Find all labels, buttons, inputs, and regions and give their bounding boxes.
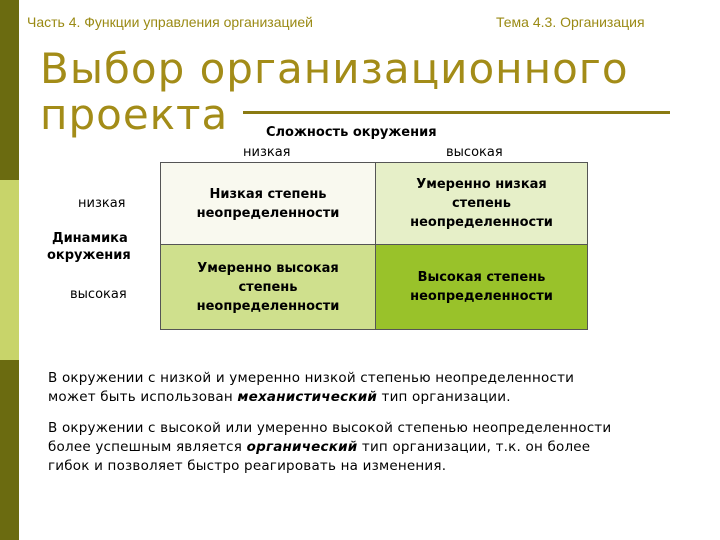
paragraph1-line2-end: тип организации.	[377, 389, 511, 405]
cell-moderately-low-uncertainty	[375, 162, 588, 245]
cell-low-high-line1: Умеренно низкая	[416, 177, 547, 192]
row-axis-low: низкая	[78, 196, 126, 211]
cell-high-low-line2: степень	[238, 279, 298, 295]
cell-moderately-high-uncertainty	[160, 244, 376, 330]
sidebar-block-dark	[0, 0, 19, 180]
row-axis-title-line2: окружения	[47, 248, 131, 263]
page-title: Выбор организационного проекта	[40, 46, 629, 139]
sidebar-block-light	[0, 180, 19, 360]
paragraph1-line1: В окружении с низкой и умеренно низкой степенью неопределенности	[48, 370, 575, 386]
header-topic: Тема 4.3. Организация	[496, 14, 645, 30]
paragraph1-line2-start: может быть использован	[48, 389, 238, 405]
cell-high-uncertainty	[375, 244, 588, 330]
paragraph2-line3: гибок и позволяет быстро реагировать на изменения.	[48, 458, 447, 474]
column-axis-title: Сложность окружения	[266, 125, 437, 140]
paragraph2-line1: В окружении с высокой или умеренно высокой степенью неопределенности	[48, 420, 612, 436]
column-axis-high: высокая	[446, 145, 503, 160]
row-axis-title-line1: Динамика	[52, 231, 128, 246]
paragraph2-emphasis: органический	[246, 439, 358, 455]
cell-low-uncertainty	[160, 162, 376, 245]
cell-high-low-line3: неопределенности	[196, 298, 340, 314]
cell-low-high-line3: неопределенности	[410, 215, 553, 230]
column-axis-low: низкая	[243, 145, 291, 160]
decorative-sidebar	[0, 0, 19, 540]
paragraph-mechanistic	[48, 369, 688, 407]
cell-low-low-line1: Низкая степень	[209, 186, 327, 202]
header-part: Часть 4. Функции управления организацией	[27, 14, 313, 30]
cell-low-high-line2: степень	[451, 196, 512, 211]
cell-low-low-line2: неопределенности	[196, 205, 340, 221]
paragraph-organic	[48, 419, 688, 476]
cell-high-low-line1: Умеренно высокая	[197, 260, 339, 276]
title-underline	[243, 111, 670, 114]
cell-high-high-line1: Высокая степень	[417, 270, 546, 285]
sidebar-block-dark-bottom	[0, 360, 19, 540]
paragraph2-line2-start: более успешным является	[48, 439, 247, 455]
row-axis-high: высокая	[70, 287, 127, 302]
cell-high-high-line2: неопределенности	[410, 289, 553, 304]
paragraph2-line2-end: тип организации, т.к. он более	[357, 439, 591, 455]
paragraph1-emphasis: механистический	[237, 389, 378, 405]
